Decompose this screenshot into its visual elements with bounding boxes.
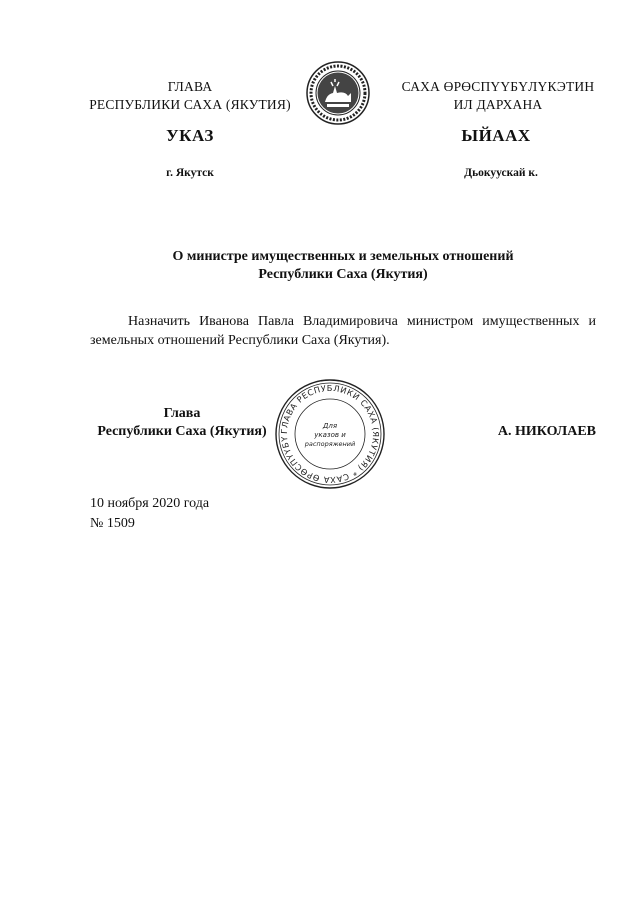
official-seal [274, 378, 386, 490]
decree-date: 10 ноября 2020 года [90, 496, 210, 511]
doc-type-left: УКАЗ [166, 126, 214, 145]
signatory-position-line2: Республики Саха (Якутия) [97, 424, 267, 439]
decree-number: № 1509 [90, 516, 135, 531]
header-left-line2: РЕСПУБЛИКИ САХА (ЯКУТИЯ) [89, 97, 291, 112]
seal-center-line2: указов и [314, 431, 346, 439]
decree-title-line2: Республики Саха (Якутия) [258, 267, 428, 282]
header-left [85, 78, 295, 114]
city-right: Дьокуускай к. [464, 167, 538, 179]
header-right [388, 78, 608, 114]
decree-body: Назначить Иванова Павла Владимировича министром имущественных и земельных отношений Республики Саха (Якутия). [90, 314, 596, 348]
city-left: г. Якутск [166, 167, 214, 179]
coat-of-arms-icon [305, 60, 371, 126]
decree-title [90, 248, 596, 284]
decree-title-line1: О министре имущественных и земельных отношений [172, 249, 514, 264]
doc-type-right: ЫЙААХ [461, 126, 531, 145]
seal-center-line1: Для [322, 422, 338, 430]
seal-center-line3: распоряжений [304, 440, 356, 448]
signatory-name: А. НИКОЛАЕВ [497, 424, 596, 439]
signatory-position-line1: Глава [163, 406, 201, 421]
header-left-line1: ГЛАВА [167, 79, 213, 94]
header-right-line1: САХА ӨРӨСПҮҮБҮЛҮКЭТИН [401, 79, 595, 94]
seal-ring-text: ГЛАВА РЕСПУБЛИКИ САХА (ЯКУТИЯ) * САХА ӨРӨСПҮҮБҮ [278, 382, 382, 486]
header-right-line2: ИЛ ДАРХАНА [453, 97, 543, 112]
signatory-position [88, 405, 276, 441]
